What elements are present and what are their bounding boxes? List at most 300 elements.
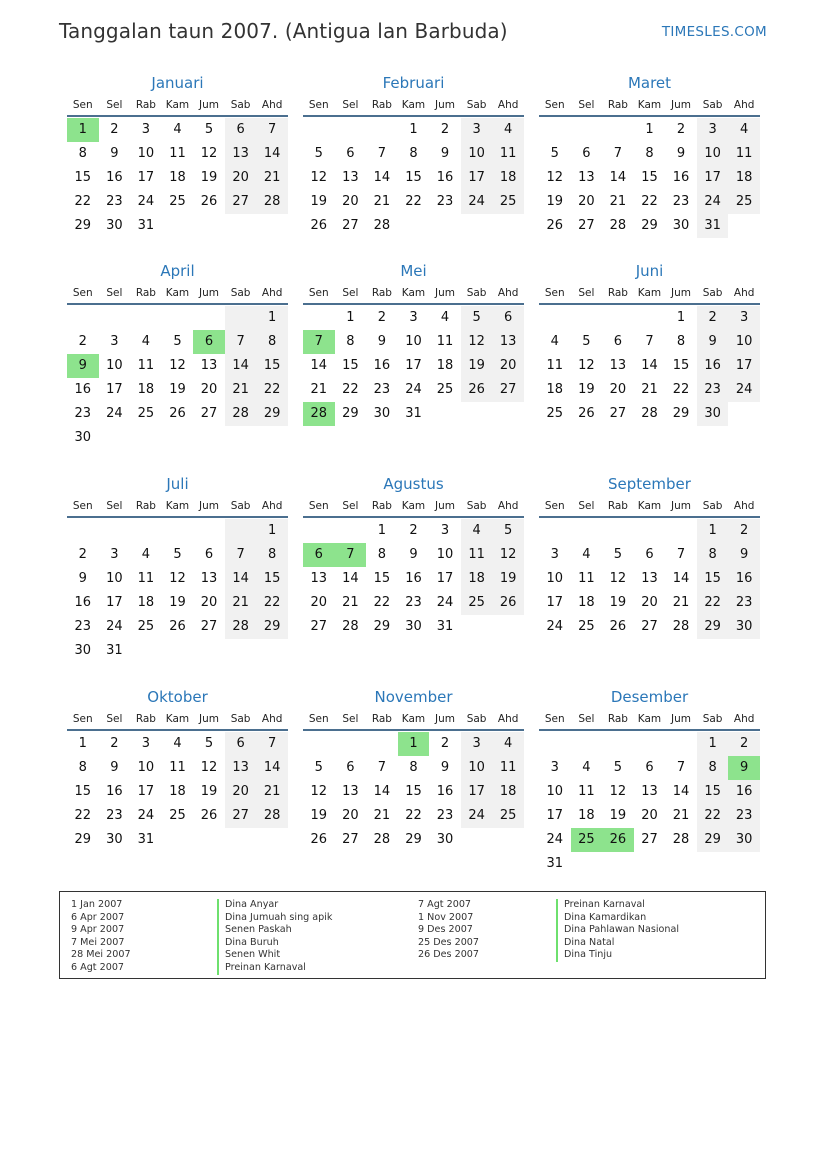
weekday-label: Kam: [401, 713, 426, 725]
legend-date: 1 Nov 2007: [418, 911, 474, 923]
day-cell: 31: [405, 406, 422, 421]
weekday-label: Rab: [135, 287, 156, 299]
day-cell: 24: [697, 190, 729, 214]
weekday-label: Sel: [106, 500, 123, 512]
empty-cell: [303, 118, 335, 142]
day-cell: 3: [697, 118, 729, 142]
day-cell: 27: [342, 832, 359, 847]
day-cell: 25: [137, 619, 155, 634]
empty-cell: [162, 214, 194, 238]
day-cell: 3: [550, 760, 559, 775]
day-cell: 25: [492, 804, 524, 828]
day-cell: 24: [546, 832, 564, 847]
day-cell: 19: [461, 354, 493, 378]
weekday-label: Jum: [199, 500, 220, 512]
day-cell: 10: [546, 571, 564, 586]
day-cell: 29: [697, 828, 729, 852]
day-cell: 14: [310, 358, 328, 373]
legend-holiday-name: Preinan Karnaval: [217, 962, 332, 975]
day-cell: 14: [225, 354, 257, 378]
day-cell: 3: [550, 547, 559, 562]
day-cell: 28: [256, 804, 288, 828]
day-cell: 28: [256, 190, 288, 214]
day-cell: 6: [582, 146, 591, 161]
empty-cell: [398, 214, 430, 238]
day-cell: 20: [200, 595, 218, 610]
weekday-header: [539, 709, 760, 731]
day-cell: 25: [169, 194, 186, 209]
day-cell: 21: [373, 194, 391, 209]
day-cell: 17: [106, 382, 123, 397]
empty-cell: [602, 732, 634, 756]
weekday-label: Rab: [371, 500, 392, 512]
day-cell: 23: [74, 406, 92, 421]
day-cell: 3: [440, 523, 450, 538]
day-cell: 20: [641, 595, 658, 610]
weekday-label: Sel: [342, 713, 359, 725]
day-cell: 19: [200, 784, 218, 799]
empty-cell: [602, 306, 634, 330]
day-cell: 11: [169, 760, 186, 775]
day-cell: 18: [169, 170, 186, 185]
weekday-label: Ahd: [497, 500, 519, 512]
weekday-label: Sen: [544, 99, 565, 111]
weekday-label: Ahd: [261, 713, 283, 725]
day-cell: 3: [409, 310, 418, 325]
weekday-label: Kam: [637, 99, 662, 111]
legend-holiday-name: Dina Kamardikan: [556, 912, 679, 925]
day-cell: 28: [225, 402, 257, 426]
empty-cell: [193, 828, 225, 852]
weekday-label: Kam: [165, 713, 190, 725]
day-cell: 16: [697, 354, 729, 378]
empty-cell: [303, 519, 335, 543]
day-cell: 27: [225, 804, 257, 828]
day-cell: 23: [436, 808, 454, 823]
day-cell: 27: [578, 218, 595, 233]
weekday-header: [539, 283, 760, 305]
empty-cell: [461, 402, 493, 426]
empty-cell: [225, 519, 257, 543]
day-cell: 10: [436, 547, 454, 562]
day-cell: 16: [74, 382, 92, 397]
day-cell: 4: [492, 118, 524, 142]
day-cell: 30: [436, 832, 454, 847]
weekday-label: Jum: [199, 99, 220, 111]
empty-cell: [67, 519, 99, 543]
day-cell: 23: [436, 194, 454, 209]
day-cell: 24: [137, 808, 155, 823]
empty-cell: [162, 639, 194, 663]
day-cell: 5: [204, 122, 214, 137]
day-cell: 2: [440, 736, 450, 751]
day-cell: 16: [106, 784, 123, 799]
day-cell: 24: [461, 190, 493, 214]
weekday-label: Kam: [165, 500, 190, 512]
day-cell: 31: [137, 218, 155, 233]
empty-cell: [634, 306, 666, 330]
day-cell: 9: [697, 330, 729, 354]
day-cell: 12: [546, 170, 564, 185]
day-cell: 20: [225, 780, 257, 804]
day-cell: 8: [645, 146, 654, 161]
day-cell: 5: [314, 146, 323, 161]
day-cell: 5: [550, 146, 559, 161]
day-cell: 19: [578, 382, 595, 397]
weekday-label: Jum: [671, 713, 692, 725]
legend-holiday-name: Preinan Karnaval: [556, 899, 679, 912]
day-cell: 9: [440, 760, 450, 775]
day-cell: 25: [169, 808, 186, 823]
weekday-label: Sab: [466, 99, 487, 111]
empty-cell: [539, 118, 571, 142]
day-cell: 4: [141, 547, 151, 562]
day-cell: 10: [106, 571, 123, 586]
day-cell: 20: [609, 382, 627, 397]
day-cell: 6: [492, 306, 524, 330]
day-cell: 29: [373, 619, 391, 634]
legend-dates-left: [71, 899, 131, 975]
month-mei: [303, 261, 524, 426]
weekday-label: Sel: [578, 99, 595, 111]
day-cell: 25: [571, 828, 603, 852]
day-cell: 12: [461, 330, 493, 354]
weekday-label: Sel: [578, 287, 595, 299]
empty-cell: [634, 519, 666, 543]
day-cell: 29: [697, 615, 729, 639]
day-cell: 2: [676, 122, 686, 137]
day-cell: 19: [546, 194, 564, 209]
day-cell: 14: [256, 142, 288, 166]
day-cell: 28: [225, 615, 257, 639]
site-link[interactable]: TIMESLES.COM: [661, 24, 767, 40]
day-cell: 1: [67, 118, 99, 142]
day-cell: 11: [137, 358, 155, 373]
day-cell: 27: [225, 190, 257, 214]
month-juni: [539, 261, 760, 426]
day-cell: 29: [641, 218, 658, 233]
day-cell: 8: [409, 146, 418, 161]
weekday-label: Sel: [578, 500, 595, 512]
empty-cell: [492, 828, 524, 852]
day-cell: 24: [405, 382, 422, 397]
empty-cell: [193, 306, 225, 330]
day-cell: 28: [303, 402, 335, 426]
day-cell: 20: [641, 808, 658, 823]
day-cell: 14: [609, 170, 627, 185]
day-cell: 26: [169, 619, 186, 634]
empty-cell: [162, 426, 194, 450]
day-cell: 30: [728, 828, 760, 852]
day-cell: 5: [492, 519, 524, 543]
day-cell: 10: [546, 784, 564, 799]
day-cell: 7: [256, 732, 288, 756]
day-cell: 8: [676, 334, 686, 349]
day-cell: 8: [78, 760, 87, 775]
day-cell: 6: [346, 146, 355, 161]
day-cell: 13: [310, 571, 328, 586]
empty-cell: [193, 214, 225, 238]
weekday-header: [539, 95, 760, 117]
month-name: Januari: [151, 74, 204, 92]
day-cell: 5: [173, 334, 182, 349]
weekday-label: Kam: [637, 287, 662, 299]
day-cell: 3: [110, 334, 119, 349]
day-cell: 23: [728, 591, 760, 615]
day-cell: 26: [200, 194, 218, 209]
day-cell: 30: [728, 615, 760, 639]
holiday-legend: [59, 891, 766, 979]
empty-cell: [571, 852, 603, 876]
day-cell: 22: [256, 378, 288, 402]
empty-cell: [602, 118, 634, 142]
day-cell: 19: [609, 595, 627, 610]
day-cell: 2: [697, 306, 729, 330]
weekday-label: Jum: [671, 287, 692, 299]
day-cell: 24: [728, 378, 760, 402]
month-name: Mei: [400, 262, 427, 280]
day-cell: 30: [106, 218, 123, 233]
day-cell: 21: [373, 808, 391, 823]
empty-cell: [492, 214, 524, 238]
day-cell: 27: [200, 406, 218, 421]
day-cell: 25: [578, 619, 595, 634]
weekday-label: Sab: [702, 99, 723, 111]
day-cell: 3: [110, 547, 119, 562]
weekday-label: Sab: [230, 287, 251, 299]
day-cell: 13: [342, 784, 359, 799]
day-cell: 21: [225, 591, 257, 615]
empty-cell: [429, 402, 461, 426]
day-cell: 31: [546, 856, 564, 871]
day-cell: 22: [697, 804, 729, 828]
day-cell: 29: [405, 832, 422, 847]
page-title: Tanggalan taun 2007. (Antigua lan Barbuda): [59, 19, 508, 43]
day-cell: 13: [200, 358, 218, 373]
empty-cell: [728, 214, 760, 238]
day-cell: 30: [672, 218, 690, 233]
empty-cell: [665, 852, 697, 876]
day-cell: 5: [582, 334, 591, 349]
day-cell: 11: [492, 756, 524, 780]
day-cell: 10: [137, 760, 155, 775]
day-cell: 10: [461, 756, 493, 780]
day-cell: 30: [405, 619, 422, 634]
day-cell: 2: [110, 736, 119, 751]
empty-cell: [256, 639, 288, 663]
day-cell: 7: [335, 543, 367, 567]
day-cell: 22: [342, 382, 359, 397]
day-grid: [67, 732, 288, 852]
month-agustus: [303, 474, 524, 639]
weekday-label: Sen: [544, 500, 565, 512]
day-cell: 15: [74, 170, 92, 185]
weekday-label: Ahd: [733, 713, 755, 725]
day-cell: 2: [409, 523, 418, 538]
weekday-label: Rab: [371, 713, 392, 725]
empty-cell: [256, 214, 288, 238]
month-februari: [303, 73, 524, 238]
empty-cell: [602, 519, 634, 543]
day-cell: 21: [342, 595, 359, 610]
day-cell: 8: [377, 547, 387, 562]
weekday-label: Kam: [637, 713, 662, 725]
day-cell: 9: [110, 146, 119, 161]
empty-cell: [634, 732, 666, 756]
legend-date: 7 Mei 2007: [71, 936, 125, 948]
weekday-label: Rab: [135, 713, 156, 725]
day-cell: 15: [697, 780, 729, 804]
empty-cell: [539, 732, 571, 756]
month-name: September: [608, 475, 691, 493]
empty-cell: [99, 519, 131, 543]
day-cell: 16: [436, 784, 454, 799]
day-cell: 9: [728, 543, 760, 567]
empty-cell: [539, 306, 571, 330]
day-cell: 10: [697, 142, 729, 166]
weekday-label: Jum: [671, 99, 692, 111]
day-cell: 22: [373, 595, 391, 610]
legend-holiday-name: Senen Paskah: [217, 924, 332, 937]
day-grid: [67, 519, 288, 663]
day-cell: 25: [546, 406, 564, 421]
day-cell: 26: [200, 808, 218, 823]
day-grid: [303, 306, 524, 426]
month-april: [67, 261, 288, 450]
weekday-label: Sab: [466, 287, 487, 299]
day-cell: 26: [492, 591, 524, 615]
empty-cell: [728, 402, 760, 426]
day-cell: 1: [78, 736, 87, 751]
day-cell: 30: [74, 643, 92, 658]
day-cell: 26: [609, 619, 627, 634]
empty-cell: [99, 426, 131, 450]
weekday-label: Jum: [199, 713, 220, 725]
day-cell: 2: [110, 122, 119, 137]
empty-cell: [492, 615, 524, 639]
month-oktober: [67, 687, 288, 852]
empty-cell: [99, 306, 131, 330]
weekday-label: Ahd: [497, 99, 519, 111]
weekday-label: Sel: [578, 713, 595, 725]
month-name: April: [160, 262, 195, 280]
day-cell: 14: [256, 756, 288, 780]
empty-cell: [429, 214, 461, 238]
weekday-header: [67, 283, 288, 305]
day-cell: 30: [106, 832, 123, 847]
day-cell: 18: [461, 567, 493, 591]
day-cell: 4: [550, 334, 559, 349]
day-cell: 15: [672, 358, 690, 373]
day-cell: 18: [137, 595, 155, 610]
weekday-header: [67, 709, 288, 731]
day-cell: 28: [641, 406, 658, 421]
day-cell: 12: [200, 146, 218, 161]
day-cell: 17: [546, 808, 564, 823]
day-cell: 16: [373, 358, 391, 373]
day-cell: 24: [106, 619, 123, 634]
weekday-label: Jum: [435, 713, 456, 725]
day-cell: 4: [461, 519, 493, 543]
day-cell: 27: [641, 619, 658, 634]
day-cell: 21: [256, 166, 288, 190]
day-cell: 13: [641, 571, 658, 586]
day-cell: 27: [641, 832, 658, 847]
day-cell: 21: [609, 194, 627, 209]
day-cell: 23: [106, 194, 123, 209]
day-cell: 14: [672, 571, 690, 586]
weekday-header: [303, 709, 524, 731]
legend-holiday-name: Dina Natal: [556, 937, 679, 950]
day-cell: 15: [405, 784, 422, 799]
day-cell: 6: [204, 547, 214, 562]
day-cell: 22: [405, 194, 422, 209]
day-cell: 7: [676, 760, 686, 775]
day-cell: 16: [74, 595, 92, 610]
empty-cell: [539, 519, 571, 543]
day-cell: 4: [440, 310, 450, 325]
empty-cell: [162, 306, 194, 330]
empty-cell: [256, 426, 288, 450]
month-desember: [539, 687, 760, 876]
day-cell: 21: [310, 382, 328, 397]
day-cell: 12: [578, 358, 595, 373]
day-cell: 28: [609, 218, 627, 233]
day-cell: 7: [645, 334, 654, 349]
weekday-label: Sab: [702, 287, 723, 299]
empty-cell: [130, 306, 162, 330]
day-grid: [539, 306, 760, 426]
day-cell: 7: [225, 330, 257, 354]
day-cell: 22: [74, 808, 92, 823]
day-cell: 20: [225, 166, 257, 190]
day-cell: 27: [310, 619, 328, 634]
day-cell: 7: [303, 330, 335, 354]
day-cell: 21: [225, 378, 257, 402]
weekday-header: [539, 496, 760, 518]
day-cell: 14: [373, 170, 391, 185]
legend-holiday-name: Dina Pahlawan Nasional: [556, 924, 679, 937]
empty-cell: [571, 732, 603, 756]
empty-cell: [461, 214, 493, 238]
day-cell: 12: [200, 760, 218, 775]
day-cell: 9: [676, 146, 686, 161]
day-cell: 18: [546, 382, 564, 397]
day-cell: 16: [436, 170, 454, 185]
weekday-label: Sel: [342, 500, 359, 512]
weekday-label: Ahd: [261, 287, 283, 299]
day-cell: 26: [578, 406, 595, 421]
day-grid: [67, 306, 288, 450]
day-cell: 5: [613, 547, 623, 562]
day-cell: 23: [373, 382, 391, 397]
day-cell: 24: [436, 595, 454, 610]
empty-cell: [193, 639, 225, 663]
weekday-label: Ahd: [497, 713, 519, 725]
day-cell: 15: [256, 354, 288, 378]
day-cell: 7: [676, 547, 686, 562]
day-cell: 6: [225, 732, 257, 756]
day-cell: 11: [137, 571, 155, 586]
day-cell: 8: [409, 760, 418, 775]
day-cell: 5: [613, 760, 623, 775]
empty-cell: [366, 118, 398, 142]
day-cell: 11: [436, 334, 454, 349]
legend-date: 9 Apr 2007: [71, 924, 125, 936]
day-cell: 26: [546, 218, 564, 233]
day-cell: 19: [169, 382, 186, 397]
day-cell: 30: [373, 406, 391, 421]
